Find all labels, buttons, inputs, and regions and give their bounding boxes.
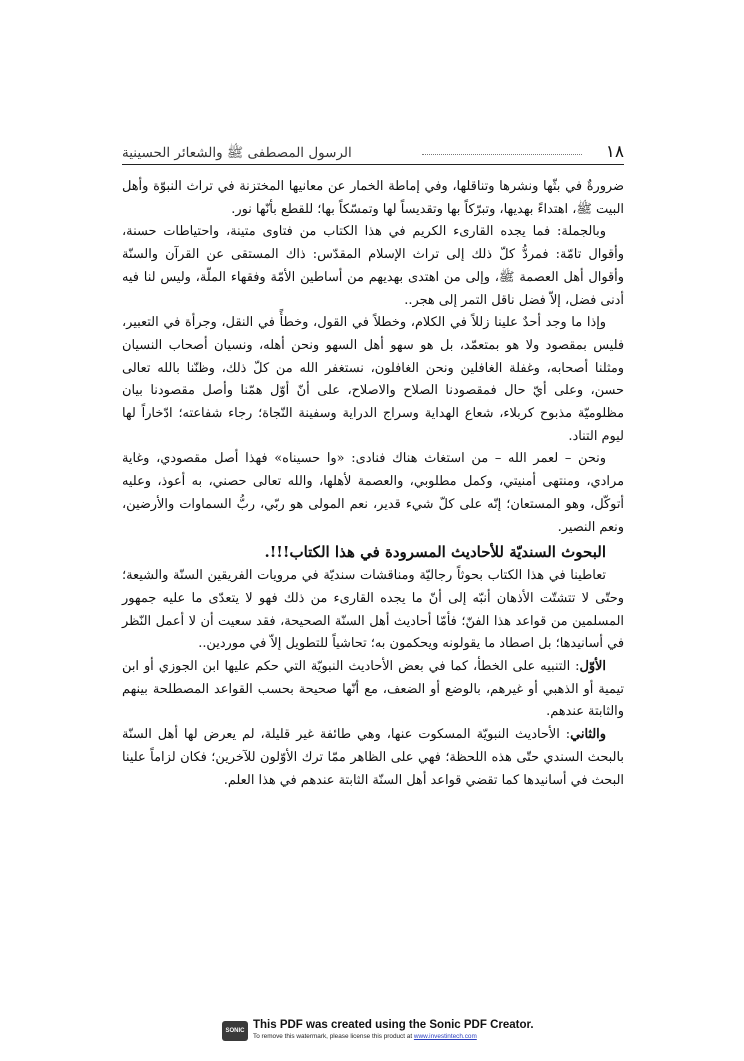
paragraph: وبالجملة: فما يجده القارىء الكريم في هذا الكتاب من فتاوى متينة، واحتياطات حسنة، وأقوال تامّة: فمردُّ كلّ ذلك إلى تراث الإسلام المقدّس: ذاك المستقى عن القرآن والسنّة وأقوال أهل العصمة ﷺ، وإلى من اهتدى بهديهم من أساطين الأمّة وفقهاء الملّة، وليس لنا فيه أدنى فضل، إلاّ فضل ناقل التمر إلى هجر.. (122, 224, 624, 308)
watermark-banner (222, 1019, 542, 1054)
paragraph (122, 724, 624, 792)
section-heading: البحوث السنديّة للأحاديث المسرودة في هذا الكتاب!!!. (264, 543, 606, 562)
watermark-subtitle (253, 1033, 477, 1040)
paragraph: ونحن – لعمر الله – من استغاث هناك فنادى: «وا حسيناه» فهذا أصل مقصودي، وغاية مرادي، ومنتهى أمنيتي، وكمل مطلوبي، والعصمة لأهلها، والله تعالى حصني، به أعوذ، وعليه أتوكّل، وهو المستعان؛ إنّه على كلّ شيء قدير، نعم المولى هو ربّي، ربُّ السماوات والأرضين، ونعم النصير. (122, 451, 624, 535)
paragraph: ضرورةٌ في بثّها ونشرها وتناقلها، وفي إماطة الخمار عن معانيها المختزنة في تراث النبوّة وأهل البيت ﷺ، اهتداءً بهديها، وتبرّكاً بها وتقديساً لها وتمسّكاً بها؛ للقطع بأنّها نور. (122, 179, 624, 217)
page-body (122, 176, 624, 792)
sonic-pdf-logo-icon: SONIC PDF (222, 1021, 248, 1041)
paragraph-lead: الأوّل (579, 659, 606, 675)
header-dot-leader (422, 154, 582, 155)
paragraph-text: : التنبيه على الخطأ، كما في بعض الأحاديث النبويّة التي حكم عليها ابن الجوزي أو ابن تيمية أو الذهبي أو غيرهم، بالوضع أو الضعف، مع أنّها صحيحة بحسب القواعد المصطلحة بينهم والثابتة عندهم. (122, 659, 624, 720)
paragraph-text: : الأحاديث النبويّة المسكوت عنها، وهي طائفة غير قليلة، لم يعرض لها أهل السنّة بالبحث السندي حتّى هذه اللحظة؛ فهي على الظاهر ممّا ترك الأوّلون للآخرين؛ فكان لزاماً علينا البحث في أسانيدها كما تقضي قواعد أهل السنّة الثابتة عندهم في هذا العلم. (122, 727, 624, 788)
watermark-title: This PDF was created using the Sonic PDF Creator. (253, 1019, 534, 1031)
paragraph: تعاطينا في هذا الكتاب بحوثاً رجاليّة ومناقشات سنديّة في مرويات الفريقين السنّة والشيعة؛ وحتّى لا تتشتّت الأذهان أنبّه إلى أنّ ما يجده القارىء من ذلك فهو لا يتعدّى ما عليه جمهور المسلمين من قواعد هذا الفنّ؛ فأمّا أحاديث أهل السنّة الصحيحة، فقد سعيت أن لا أعمل النّظر في أسانيدها؛ بل اصطاد ما يقولونه ويحكمون به؛ تحاشياً للتطويل إلاّ في موردين.. (122, 568, 624, 652)
paragraph-lead: والثاني (570, 727, 606, 743)
page-number: ١٨ (605, 142, 624, 162)
running-title: الرسول المصطفى ﷺ والشعائر الحسينية (122, 145, 352, 161)
watermark-link[interactable]: www.investintech.com (413, 1033, 477, 1040)
paragraph: وإذا ما وجد أحدٌ علينا زللاً في الكلام، وخطلاً في القول، وخطأً في النقل، وجرأة في التعبير، فليس بمقصود ولا هو بمتعمّد، بل هو سهو أهل السهو ونحن أهله، ونسيان أصحاب النسيان ومثلنا أصحابه، وغفلة الغافلين ونحن الغافلون، نستغفر الله من كلّ ذلك، وظنّنا بالله تعالى حسن، وعلى أيّ حال فمقصودنا الصلاح والاصلاح، على أنّ أوّل همّنا وأصل مقصودنا بيان مظلوميّة مذبوح كربلاء، شعاع الهداية وسراج الدراية وسفينة النّجاة؛ رجاء شفاعته؛ ادّخاراً لها ليوم التناد. (122, 315, 624, 444)
watermark-subtitle-text: To remove this watermark, please license this product at (253, 1033, 414, 1040)
paragraph (122, 656, 624, 724)
page-header (122, 142, 624, 165)
